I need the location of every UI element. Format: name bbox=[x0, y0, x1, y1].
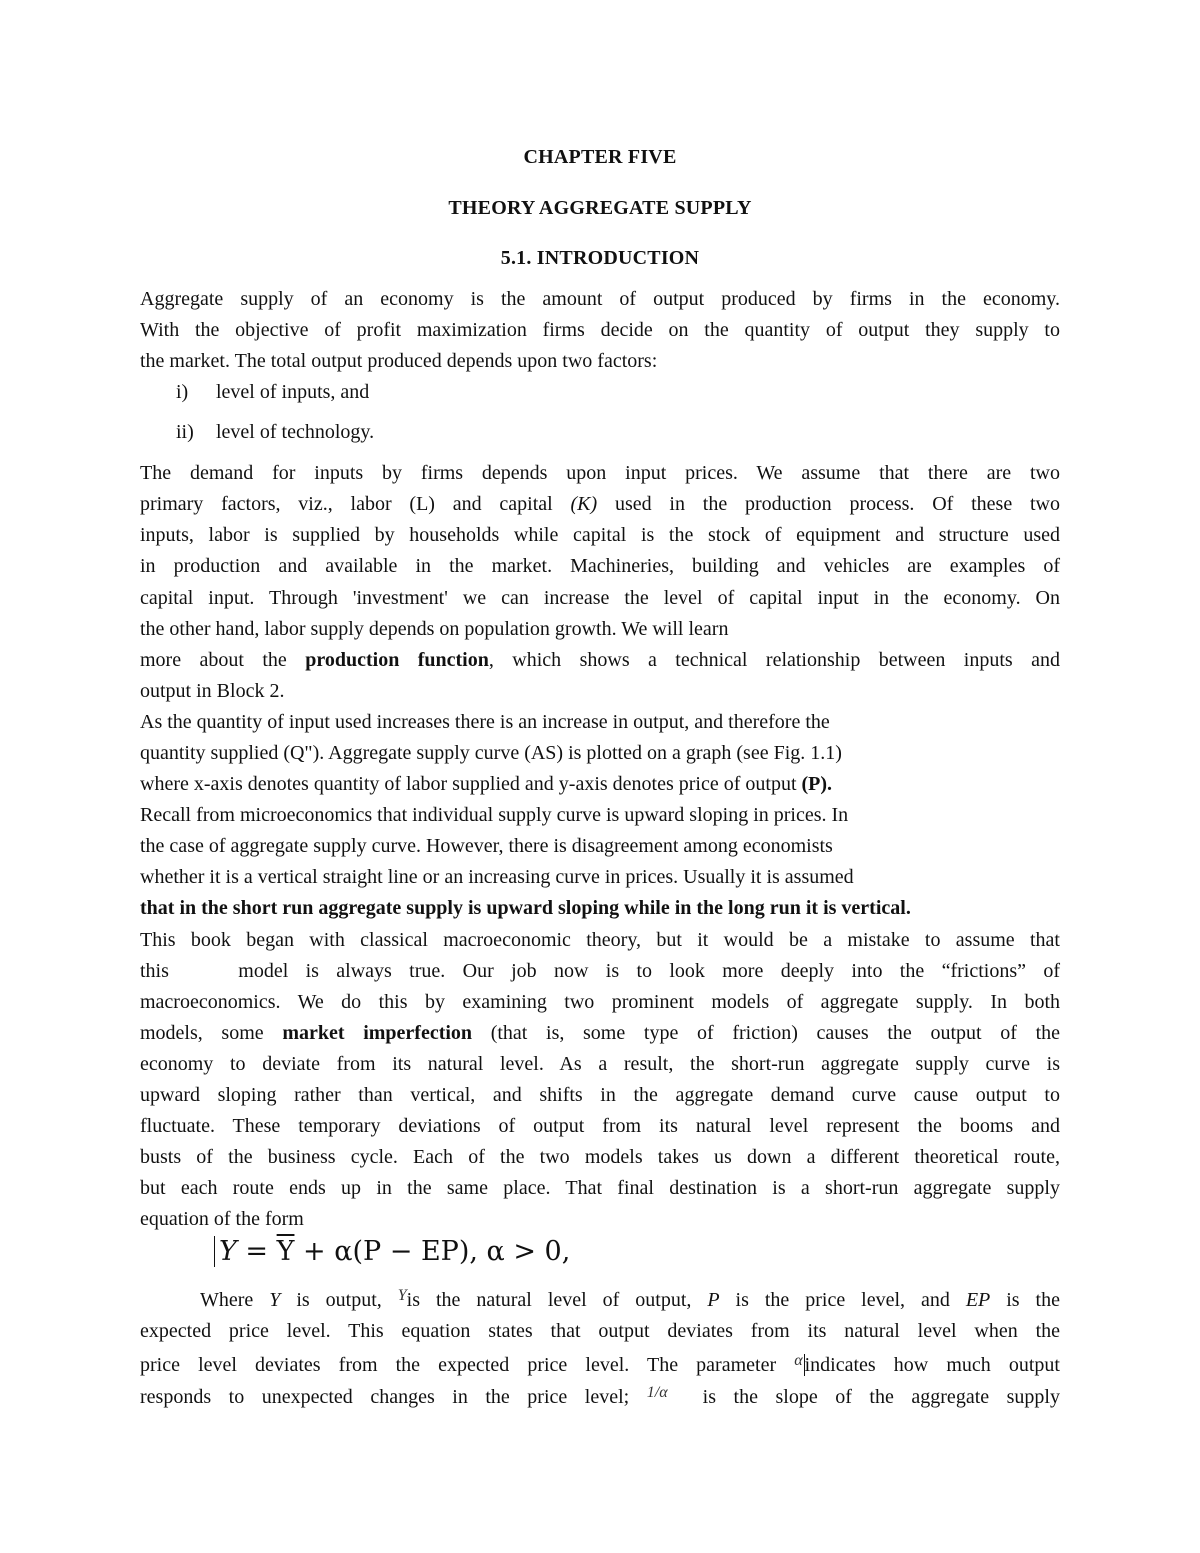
paragraph-line: equation of the form bbox=[140, 1208, 304, 1230]
paragraph-line: that in the short run aggregate supply is upward sloping while in the long run it is vertical. bbox=[140, 897, 911, 919]
paragraph-line: the case of aggregate supply curve. However, there is disagreement among economists bbox=[140, 835, 833, 857]
paragraph-line: Where Y is output, $^Y$is the natural level of output, P is the price level, and EP is the bbox=[200, 1287, 1060, 1311]
paragraph-line: upward sloping rather than vertical, and shifts in the aggregate demand curve cause output to bbox=[140, 1084, 1060, 1106]
paragraph-line: price level deviates from the expected price level. The parameter $^\alpha$ indicates how much output bbox=[140, 1352, 1060, 1376]
paragraph-line: but each route ends up in the same place. That final destination is a short-run aggregate supply bbox=[140, 1177, 1060, 1199]
paragraph-line: expected price level. This equation states that output deviates from its natural level when the bbox=[140, 1320, 1060, 1342]
list-item: level of technology. bbox=[216, 421, 375, 443]
list-item: level of inputs, and bbox=[216, 381, 370, 403]
paragraph-line: The demand for inputs by firms depends upon input prices. We assume that there are two bbox=[140, 462, 1060, 484]
paragraph-line: inputs, labor is supplied by households while capital is the stock of equipment and structure used bbox=[140, 524, 1060, 546]
paragraph-line: capital input. Through 'investment' we can increase the level of capital input in the economy. On bbox=[140, 587, 1060, 609]
list-marker: i) bbox=[176, 381, 189, 403]
intro-line: the market. The total output produced depends upon two factors: bbox=[140, 350, 658, 372]
chapter-title: THEORY AGGREGATE SUPPLY bbox=[448, 197, 752, 219]
list-marker: ii) bbox=[176, 421, 194, 443]
intro-line: Aggregate supply of an economy is the amount of output produced by firms in the economy. bbox=[140, 288, 1060, 310]
paragraph-line: whether it is a vertical straight line or an increasing curve in prices. Usually it is assumed bbox=[140, 866, 854, 888]
paragraph-line: in production and available in the market. Machineries, building and vehicles are examples of bbox=[140, 555, 1060, 577]
paragraph-line: quantity supplied (Q"). Aggregate supply curve (AS) is plotted on a graph (see Fig. 1.1) bbox=[140, 742, 842, 764]
intro-line: With the objective of profit maximization firms decide on the quantity of output they supply to bbox=[140, 319, 1060, 341]
paragraph-line: models, some market imperfection (that is, some type of friction) causes the output of the bbox=[140, 1022, 1061, 1044]
paragraph-line: the other hand, labor supply depends on population growth. We will learn bbox=[140, 618, 729, 640]
paragraph-line: this model is always true. Our job now is to look more deeply into the “frictions” of bbox=[140, 960, 1060, 982]
bold-term: market imperfection bbox=[282, 1022, 473, 1044]
bold-statement: the short run aggregate supply is upward sloping while in the long run it is vertical. bbox=[201, 897, 911, 919]
bold-term: production function bbox=[305, 649, 489, 671]
paragraph-line: responds to unexpected changes in the price level; $^{1/\alpha}$ is the slope of the aggregate supply bbox=[140, 1384, 1060, 1408]
paragraph-line: economy to deviate from its natural level. As a result, the short-run aggregate supply curve is bbox=[140, 1053, 1060, 1075]
paragraph-line: busts of the business cycle. Each of the two models takes us down a different theoretical route, bbox=[140, 1146, 1060, 1168]
chapter-heading: CHAPTER FIVE bbox=[523, 146, 677, 168]
paragraph-line: primary factors, viz., labor (L) and capital (K) used in the production process. Of these two bbox=[140, 493, 1060, 515]
paragraph-line: fluctuate. These temporary deviations of output from its natural level represent the booms and bbox=[140, 1115, 1060, 1137]
as-equation: $Y = \overline{Y} + \alpha(P - EP)$, α > 0, bbox=[214, 1236, 570, 1267]
paragraph-line: macroeconomics. We do this by examining two prominent models of aggregate supply. In both bbox=[140, 991, 1060, 1013]
paragraph-line: This book began with classical macroeconomic theory, but it would be a mistake to assume that bbox=[140, 929, 1060, 951]
paragraph-line: where x-axis denotes quantity of labor supplied and y-axis denotes price of output (P). bbox=[140, 773, 833, 795]
paragraph-line: more about the production function, which shows a technical relationship between inputs and bbox=[140, 649, 1060, 671]
paragraph-line: Recall from microeconomics that individual supply curve is upward sloping in prices. In bbox=[140, 804, 849, 826]
paragraph-line: output in Block 2. bbox=[140, 680, 285, 702]
section-heading: 5.1. INTRODUCTION bbox=[500, 247, 700, 269]
paragraph-line: As the quantity of input used increases there is an increase in output, and therefore the bbox=[140, 711, 830, 733]
